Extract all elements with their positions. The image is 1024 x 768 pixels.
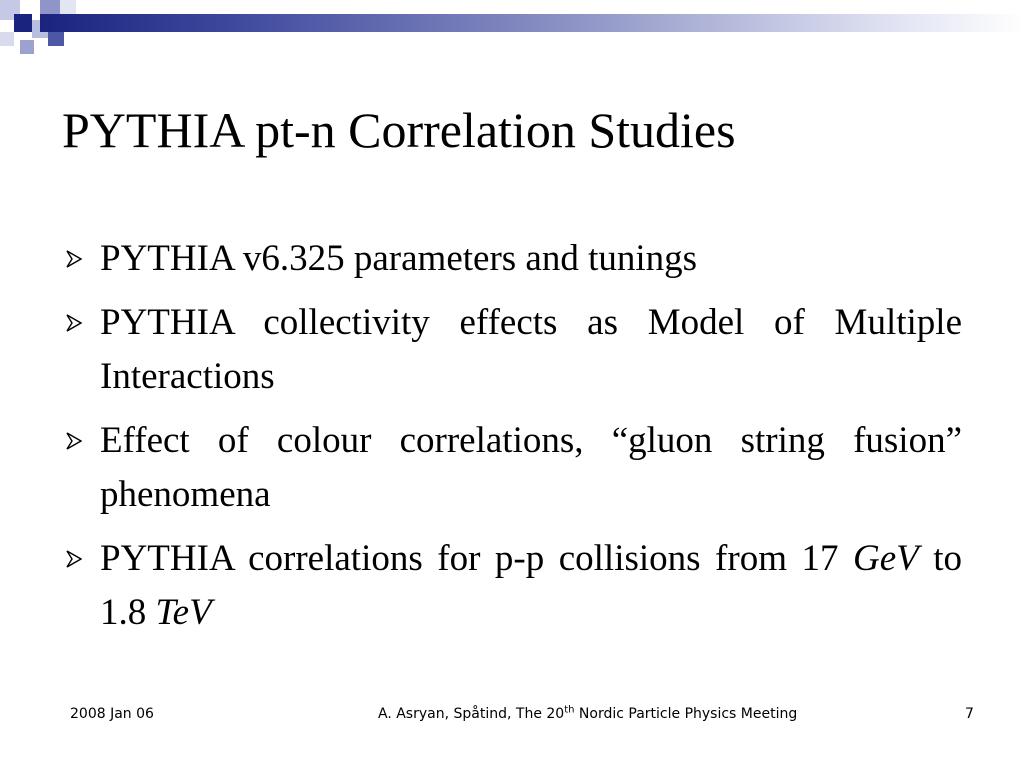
footer-date: 2008 Jan 06 bbox=[70, 706, 154, 722]
arrowhead-bullet-icon bbox=[66, 532, 88, 586]
bullet-text bbox=[100, 238, 697, 279]
footer-ordinal-suffix: th bbox=[564, 704, 575, 716]
bullet-item bbox=[62, 232, 962, 286]
arrowhead-bullet-icon bbox=[66, 296, 88, 350]
bullet-text-segment: PYTHIA correlations for p-p collisions from 17 bbox=[100, 538, 853, 579]
header-square bbox=[60, 0, 76, 14]
header-square bbox=[48, 30, 64, 46]
bullet-text bbox=[100, 538, 962, 633]
bullet-text-italic: GeV bbox=[852, 538, 919, 579]
bullet-item bbox=[62, 414, 962, 522]
bullet-text-segment: Effect of colour correlations, “gluon string fusion” phenomena bbox=[100, 420, 962, 515]
bullet-list bbox=[62, 232, 962, 650]
bullet-text-segment: PYTHIA v6.325 parameters and tunings bbox=[100, 238, 698, 279]
footer-meeting-text: A. Asryan, Spåtind, The 20 bbox=[378, 706, 565, 722]
bullet-item bbox=[62, 296, 962, 404]
footer-meeting-text-end: Nordic Particle Physics Meeting bbox=[574, 706, 798, 722]
bullet-item bbox=[62, 532, 962, 640]
bullet-text-italic: TeV bbox=[155, 592, 212, 633]
bullet-text-segment: to 1.8 bbox=[100, 538, 962, 633]
bullet-text-segment: PYTHIA collectivity effects as Model of Multiple Interactions bbox=[100, 302, 962, 397]
arrowhead-bullet-icon bbox=[66, 232, 88, 286]
arrowhead-bullet-icon bbox=[66, 414, 88, 468]
header-square bbox=[40, 0, 60, 14]
bullet-text bbox=[100, 302, 962, 397]
slide-title: PYTHIA pt-n Correlation Studies bbox=[62, 102, 736, 158]
header-square bbox=[20, 40, 34, 54]
bullet-text bbox=[100, 420, 962, 515]
header-square bbox=[0, 32, 14, 46]
header-gradient-band bbox=[40, 14, 1024, 32]
footer-meeting-info bbox=[378, 706, 797, 722]
header-square bbox=[14, 14, 32, 32]
footer-page-number: 7 bbox=[965, 706, 974, 722]
